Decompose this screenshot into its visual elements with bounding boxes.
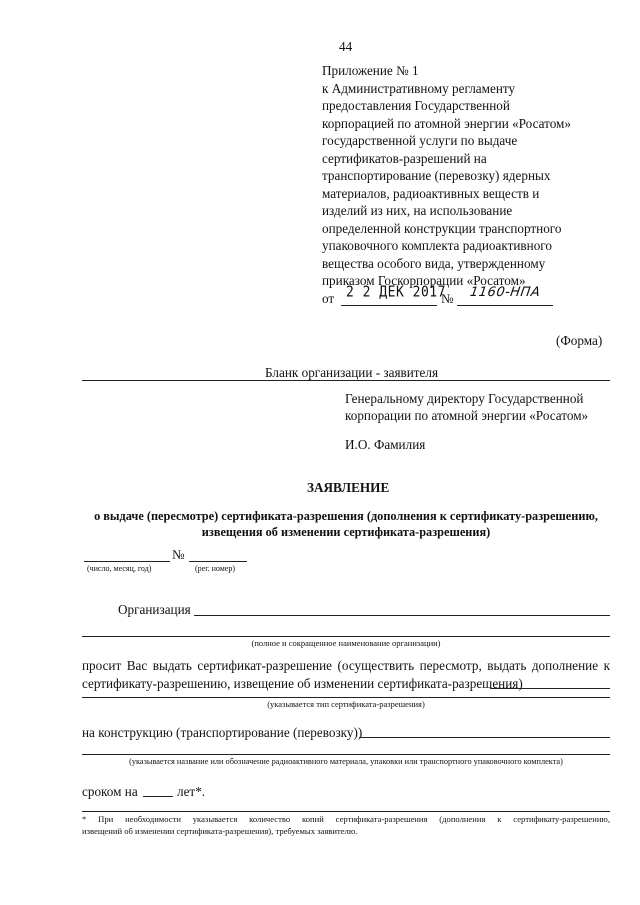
reg-caption: (рег. номер) [195, 564, 235, 573]
term-prefix: сроком на [82, 784, 138, 799]
appendix-line: изделий из них, на использование [322, 203, 513, 218]
statement-subtitle: извещения об изменении сертификата-разрешения) [201, 525, 491, 539]
statement-subtitle: о выдаче (пересмотре) сертификата-разрешения (дополнения к сертификату-разрешению, [94, 509, 598, 523]
appendix-title: Приложение № 1 [322, 63, 419, 78]
appendix-line: определенной конструкции транспортного [322, 221, 562, 236]
from-label: от [322, 291, 335, 306]
certificate-type-field-2[interactable] [82, 697, 610, 698]
appendix-line: сертификатов-разрешений на [322, 151, 487, 166]
footnote-text: извещений об изменении сертификата-разрешения), требуемых заявителю. [82, 826, 358, 836]
appendix-line: упаковочного комплекта радиоактивного [322, 238, 552, 253]
number-sign: № [172, 547, 185, 562]
page-number: 44 [339, 39, 353, 54]
number-label: № [441, 291, 454, 306]
statement-title: ЗАЯВЛЕНИЕ [307, 480, 390, 495]
appendix-line: приказом Госкорпорации «Росатом» [322, 273, 526, 288]
appendix-line: предоставления Государственной [322, 98, 510, 113]
footnote-text: * При необходимости указывается количество копий сертификата-разрешения (дополнения к сертификату-разрешению, [82, 814, 610, 824]
request-text: просит Вас выдать сертификат-разрешение (осуществить пересмотр, выдать дополнение к [82, 658, 610, 673]
term-field[interactable] [143, 796, 173, 797]
organization-caption: (полное и сокращенное наименование организации) [251, 638, 441, 648]
appendix-line: к Административному регламенту [322, 81, 516, 96]
addressee-line: корпорации по атомной энергии «Росатом» [345, 408, 589, 423]
appendix-line: материалов, радиоактивных веществ и [322, 186, 540, 201]
appendix-line: корпорацией по атомной энергии «Росатом» [322, 116, 571, 131]
organization-field-2[interactable] [82, 636, 610, 637]
appendix-line: государственной услуги по выдаче [322, 133, 518, 148]
addressee-name: И.О. Фамилия [345, 437, 426, 452]
date-field[interactable] [84, 561, 170, 562]
construction-field-2[interactable] [82, 754, 610, 755]
organization-label: Организация [118, 602, 191, 617]
addressee-line: Генеральному директору Государственной [345, 391, 584, 406]
footnote-rule [82, 811, 610, 812]
construction-caption: (указывается название или обозначение радиоактивного материала, упаковки или транспортного упаковочного комплекта) [129, 757, 563, 766]
construction-field[interactable] [359, 737, 610, 738]
organization-field[interactable] [194, 615, 610, 616]
number-underline [457, 305, 553, 306]
certificate-type-field[interactable] [490, 688, 610, 689]
term-suffix: лет*. [177, 784, 206, 799]
appendix-line: вещества особого вида, утвержденному [322, 256, 546, 271]
appendix-line: транспортирование (перевозку) ядерных [322, 168, 551, 183]
org-blank-label: Бланк организации - заявителя [265, 365, 439, 380]
request-text: сертификату-разрешению, извещение об изменении сертификата-разрешения) [82, 676, 523, 691]
date-caption: (число, месяц, год) [87, 564, 152, 573]
date-underline [341, 305, 437, 306]
org-blank-rule [82, 380, 610, 381]
form-label: (Форма) [556, 333, 603, 348]
date-stamp: 2 2 ДЕК 2017 [346, 283, 446, 302]
reg-number-field[interactable] [189, 561, 247, 562]
handwritten-number: 1160-НПА [468, 285, 542, 300]
type-caption: (указывается тип сертификата-разрешения) [267, 699, 425, 709]
construction-label: на конструкцию (транспортирование (перевозку)) [82, 725, 363, 740]
